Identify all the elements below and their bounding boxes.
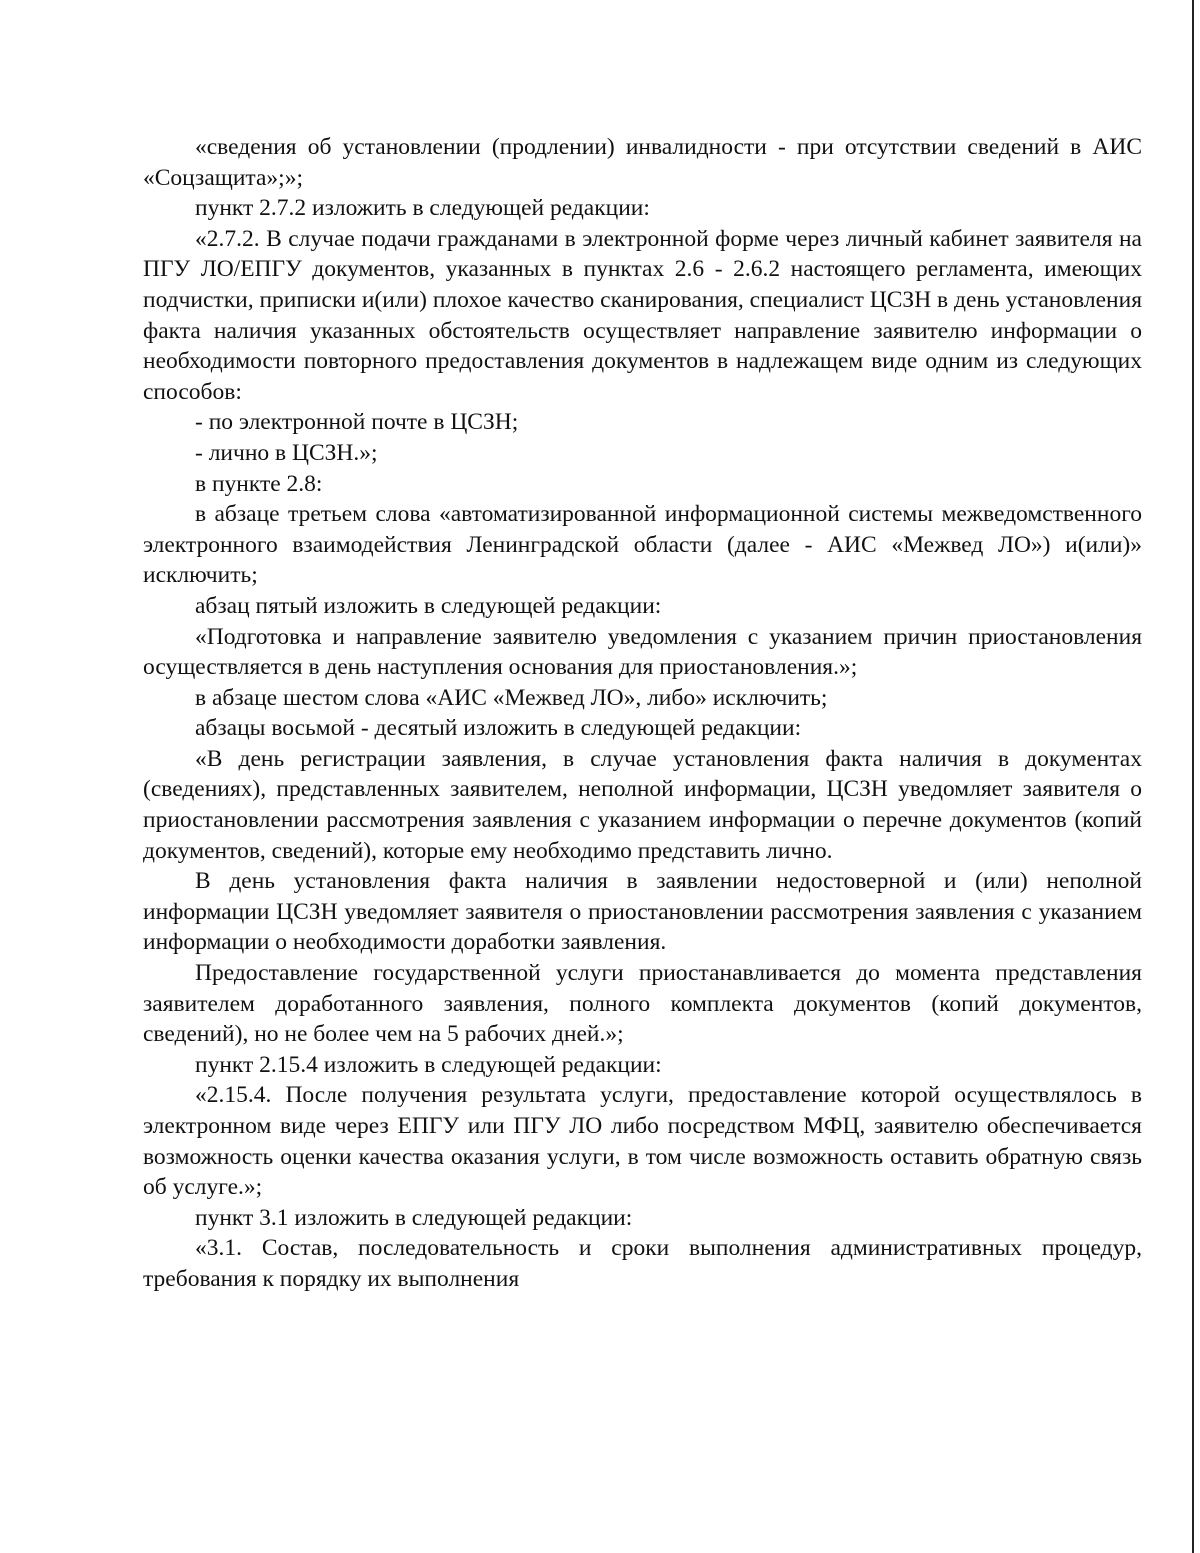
paragraph-fifth-abstract-intro: абзац пятый изложить в следующей редакции: <box>195 592 662 619</box>
paragraph-service-suspension: Предоставление государственной услуги приостанавливается до момента представления заявителем доработанного заявления, полного комплекта документов (копий документов, сведений), но не более чем на 5 рабочих дней.»; <box>143 960 1142 1048</box>
paragraph-item-2-7-2-intro: пункт 2.7.2 изложить в следующей редакции: <box>195 195 650 222</box>
paragraph-item-2-7-2-text: «2.7.2. В случае подачи гражданами в электронной форме через личный кабинет заявителя на ПГУ ЛО/ЕПГУ документов, указанных в пунктах 2.6 - 2.6.2 настоящего регламента, имеющих подчистки, приписки и(или) плохое качество сканирования, специалист ЦСЗН в день установления факта наличия указанных обстоятельств осуществляет направление заявителю информации о необходимости повторного предоставления документов в надлежащем виде одним из следующих способов: <box>143 225 1142 405</box>
paragraph-eighth-tenth-intro: абзацы восьмой - десятый изложить в следующей редакции: <box>195 715 802 742</box>
paragraph-item-3-1-text: «3.1. Состав, последовательность и сроки выполнения административных процедур, требования к порядку их выполнения <box>143 1235 1142 1292</box>
paragraph-third-abstract: в абзаце третьем слова «автоматизированной информационной системы межведомственного электронного взаимодействия Ленинградской области (далее - АИС «Межвед ЛО») и(или)» исключить; <box>143 501 1142 589</box>
paragraph-unreliable-info: В день установления факта наличия в заявлении недостоверной и (или) неполной информации ЦСЗН уведомляет заявителя о приостановлении рассмотрения заявления с указанием информации о необходимости доработки заявления. <box>143 868 1142 956</box>
paragraph-notification-text: «Подготовка и направление заявителю уведомления с указанием причин приостановления осуществляется в день наступления основания для приостановления.»; <box>143 623 1142 681</box>
paragraph-in-person: - лично в ЦСЗН.»; <box>195 439 378 466</box>
paragraph-item-3-1-intro: пункт 3.1 изложить в следующей редакции: <box>195 1204 633 1231</box>
scan-page-edge <box>1192 0 1194 1553</box>
paragraph-item-2-15-4-intro: пункт 2.15.4 изложить в следующей редакции: <box>195 1051 662 1078</box>
paragraph-registration-day: «В день регистрации заявления, в случае установления факта наличия в документах (сведениях), представленных заявителем, неполной информации, ЦСЗН уведомляет заявителя о приостановлении рассмотрения заявления с указанием информации о перечне документов (копий документов, сведений), которые ему необходимо представить лично. <box>143 745 1142 864</box>
paragraph-sixth-abstract: в абзаце шестом слова «АИС «Межвед ЛО», либо» исключить; <box>195 684 828 711</box>
document-body <box>143 132 1142 1295</box>
paragraph-by-email: - по электронной почте в ЦСЗН; <box>195 409 519 436</box>
paragraph-item-2-15-4-text: «2.15.4. После получения результата услуги, предоставление которой осуществлялось в электронном виде через ЕПГУ или ПГУ ЛО либо посредством МФЦ, заявителю обеспечивается возможность оценки качества оказания услуги, в том числе возможность оставить обратную связь об услуге.»; <box>143 1082 1142 1201</box>
paragraph-item-2-8: в пункте 2.8: <box>195 470 323 497</box>
paragraph-disability-info: «сведения об установлении (продлении) инвалидности - при отсутствии сведений в АИС «Соцзащита»;»; <box>143 134 1142 191</box>
